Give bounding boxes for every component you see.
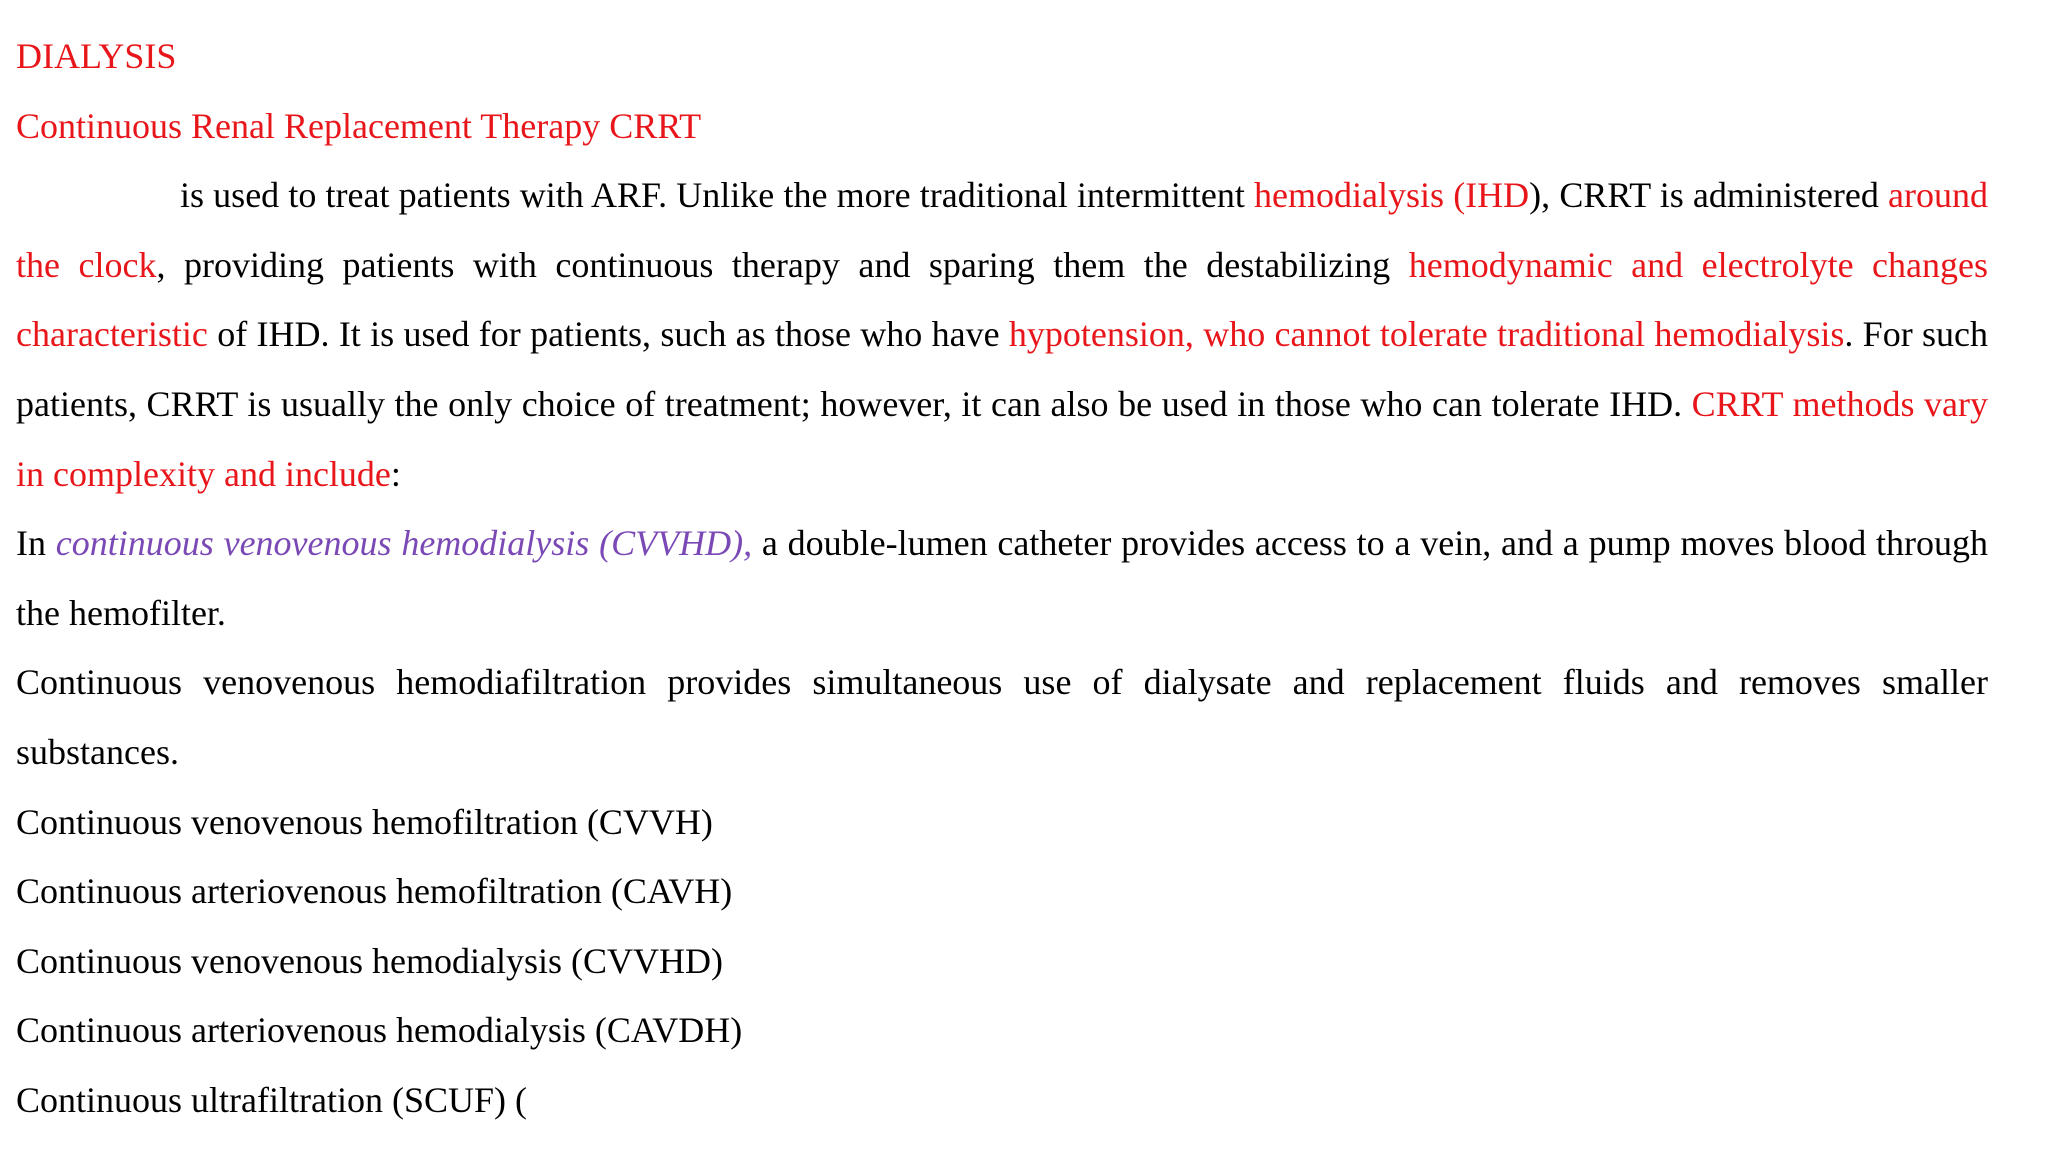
- method-cvvh: Continuous venovenous hemofiltration (CVVH): [16, 801, 713, 842]
- cvvhd-paragraph: [16, 509, 1988, 648]
- method-cavdh: Continuous arteriovenous hemodialysis (CAVDH): [16, 1010, 743, 1051]
- crrt-text-5: . For such patients, CRRT is usually the only choice of treatment; however, it can also be used in those who can tolerate IHD.: [16, 314, 1988, 424]
- crrt-text-2: ), CRRT is administered: [1529, 175, 1889, 216]
- document-body: [16, 22, 1988, 1136]
- crrt-text-3: , providing patients with continuous therapy and sparing them the destabilizing: [156, 244, 1409, 285]
- crrt-paragraph: [16, 161, 1988, 509]
- method-cavh: Continuous arteriovenous hemofiltration (CAVH): [16, 871, 733, 912]
- crrt-highlight-clock: around the clock: [16, 175, 1988, 285]
- crrt-highlight-ihd: hemodialysis (IHD: [1254, 175, 1530, 216]
- crrt-highlight-hemodynamic: hemodynamic and electrolyte changes characteristic: [16, 244, 1989, 355]
- cvvhd-text-2: a double-lumen catheter provides access to a vein, and a pump moves blood through the hemofilter.: [16, 523, 1988, 633]
- crrt-text-1: is used to treat patients with ARF. Unlike the more traditional intermittent: [180, 175, 1255, 216]
- method-cvvhd: Continuous venovenous hemodialysis (CVVHD): [16, 940, 723, 981]
- crrt-highlight-methods: CRRT methods vary in complexity and include: [16, 383, 1989, 494]
- crrt-highlight-hypotension: hypotension, who cannot tolerate traditional hemodialysis: [1008, 314, 1845, 355]
- heading-dialysis: DIALYSIS: [16, 36, 177, 76]
- cvvhdf-paragraph: Continuous venovenous hemodiafiltration provides simultaneous use of dialysate and replacement fluids and removes smaller substances.: [16, 662, 1988, 772]
- cvvhd-term: continuous venovenous hemodialysis (CVVHD),: [55, 523, 753, 564]
- subheading-crrt: Continuous Renal Replacement Therapy CRRT: [16, 105, 702, 146]
- crrt-text-6: :: [390, 453, 401, 494]
- crrt-text-4: of IHD. It is used for patients, such as those who have: [207, 314, 1009, 355]
- method-scuf: Continuous ultrafiltration (SCUF) (: [16, 1079, 527, 1120]
- cvvhd-text-1: In: [16, 523, 56, 564]
